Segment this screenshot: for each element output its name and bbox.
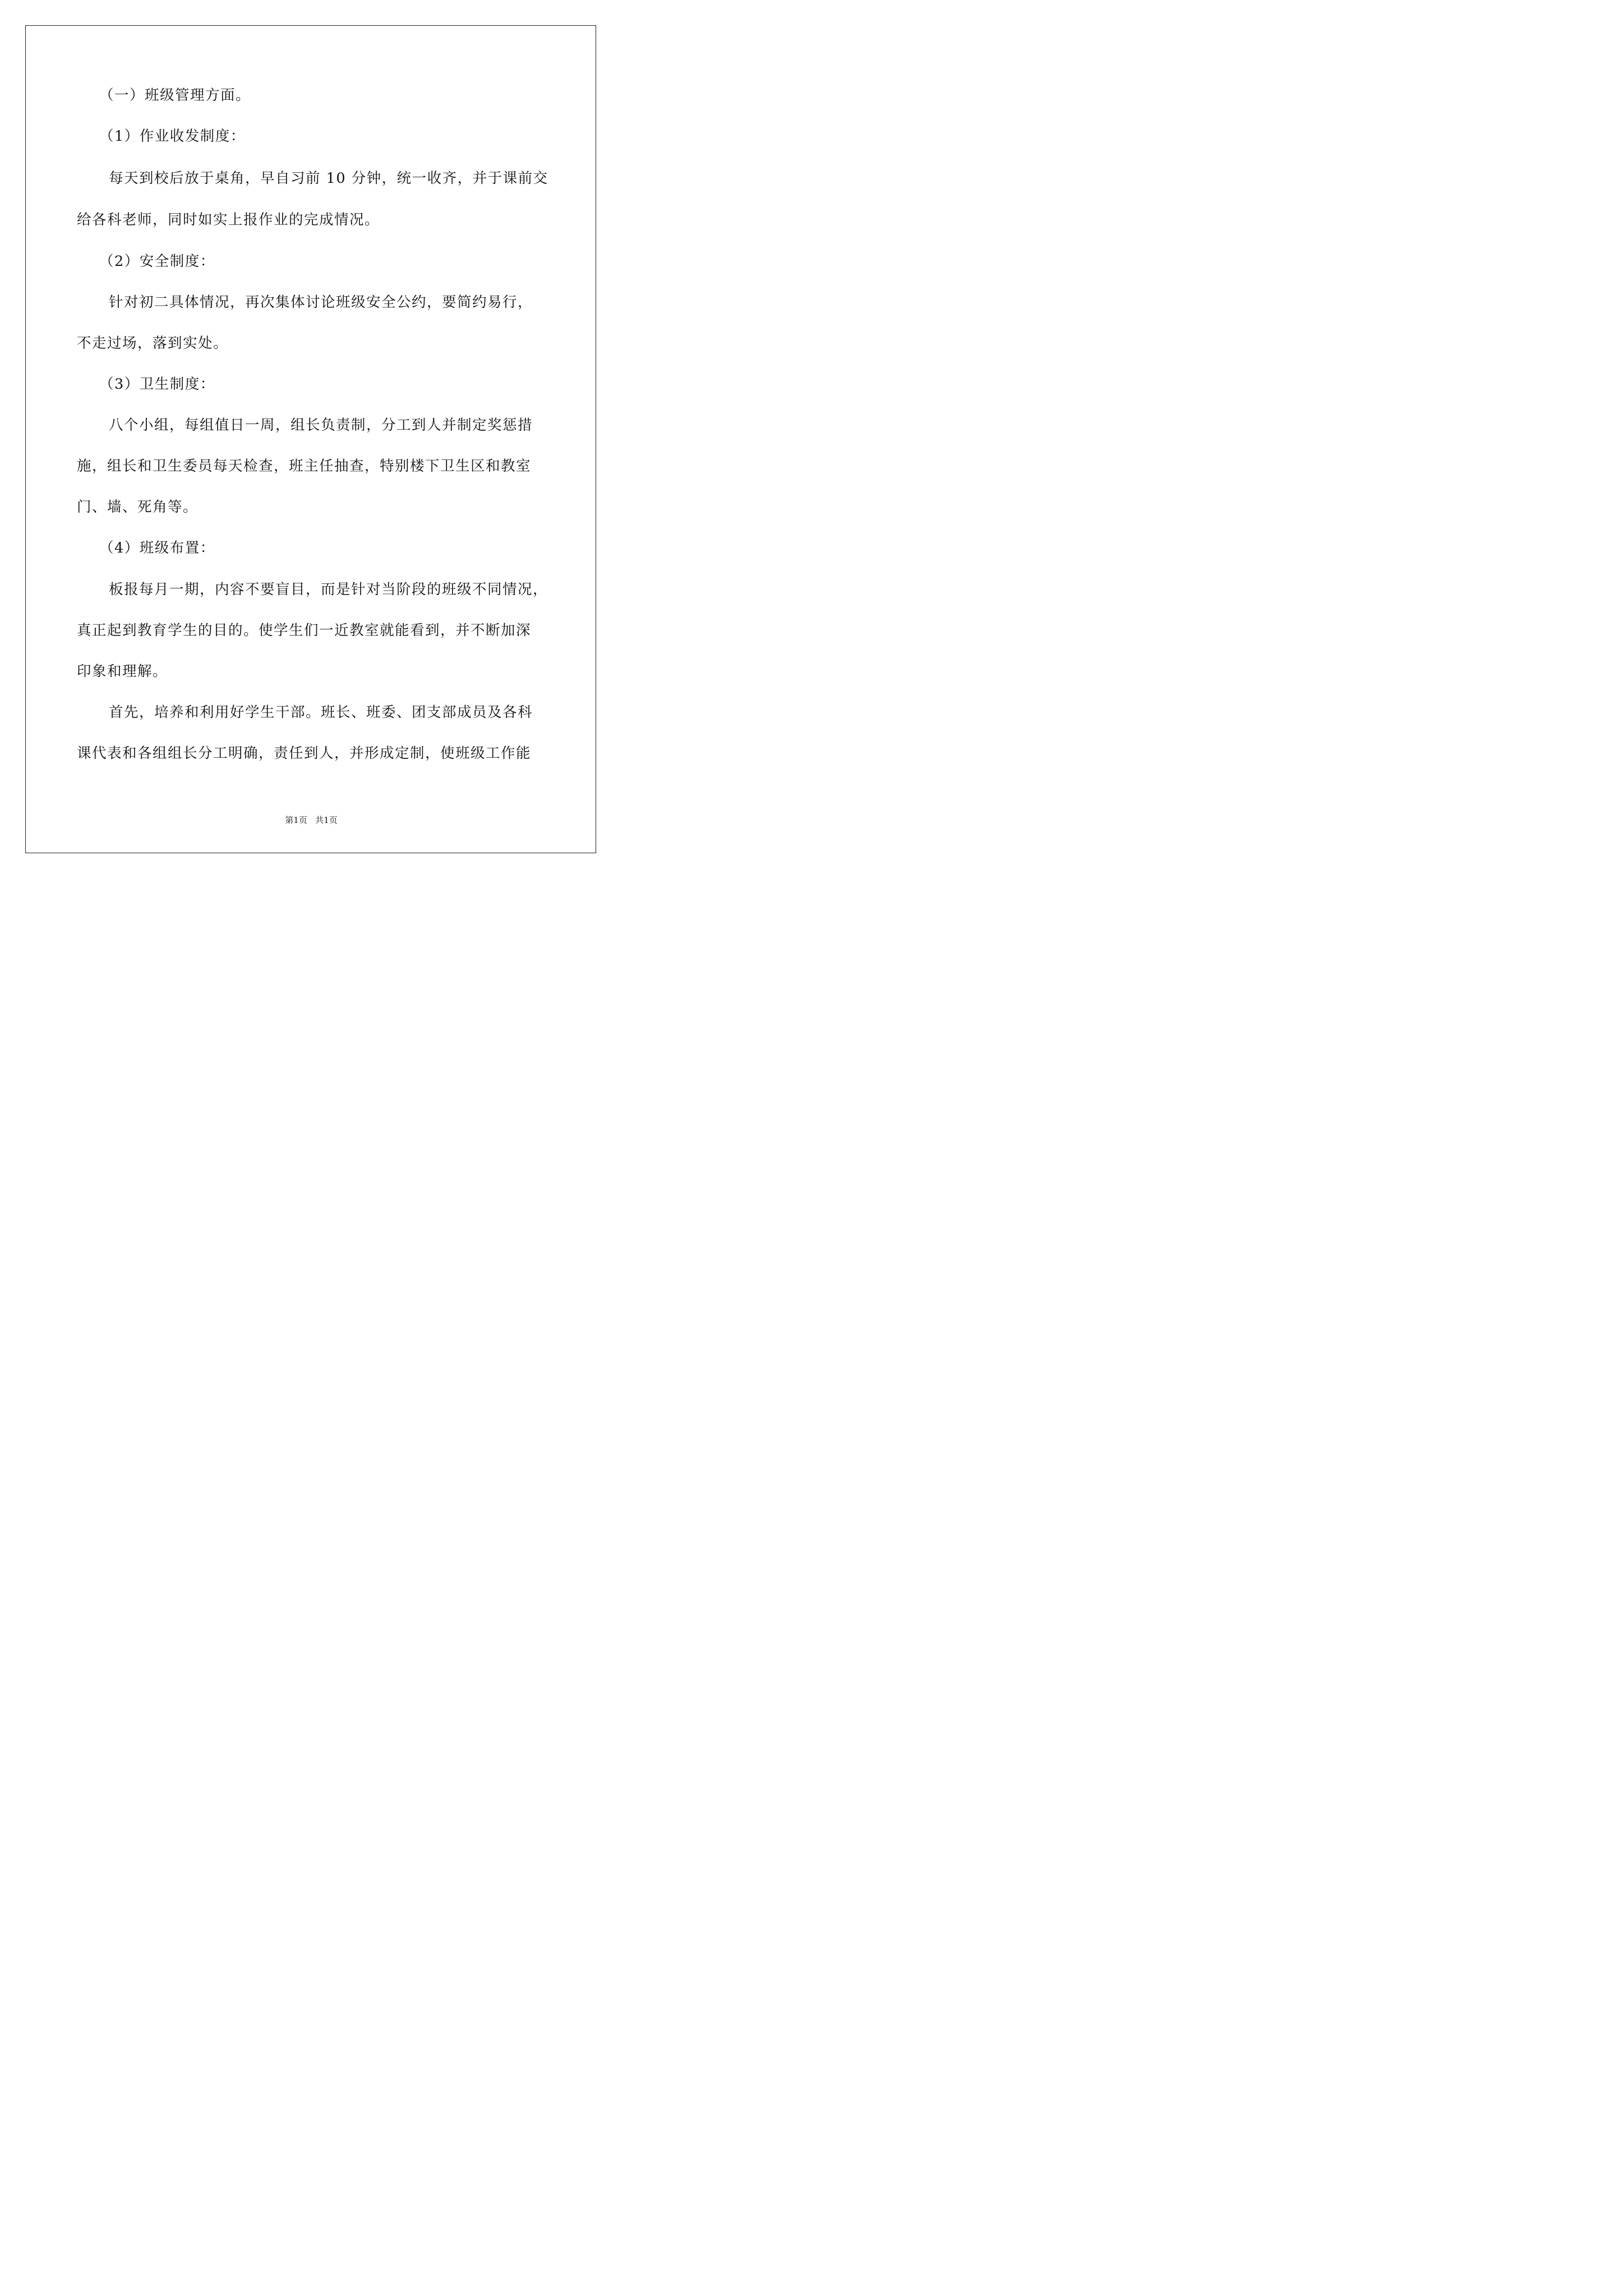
page-border bbox=[25, 25, 596, 853]
paragraph-line: 板报每月一期，内容不要盲目，而是针对当阶段的班级不同情况， bbox=[109, 581, 548, 598]
subsection-heading: （1）作业收发制度： bbox=[99, 128, 246, 145]
paragraph-line: 真正起到教育学生的目的。使学生们一近教室就能看到，并不断加深 bbox=[77, 622, 532, 639]
paragraph-line: 不走过场，落到实处。 bbox=[77, 335, 229, 352]
paragraph-line: 首先，培养和利用好学生干部。班长、班委、团支部成员及各科 bbox=[109, 704, 533, 721]
page-footer: 第1页 共1页 bbox=[285, 815, 338, 825]
paragraph-line: 课代表和各组组长分工明确，责任到人，并形成定制，使班级工作能 bbox=[77, 745, 532, 762]
subsection-heading: （4）班级布置： bbox=[99, 540, 215, 556]
paragraph-line: 八个小组，每组值日一周，组长负责制，分工到人并制定奖惩措 bbox=[109, 417, 533, 434]
paragraph-line: 施，组长和卫生委员每天检查，班主任抽查，特别楼下卫生区和教室 bbox=[77, 458, 532, 475]
subsection-heading: （2）安全制度： bbox=[99, 253, 215, 270]
subsection-heading: （3）卫生制度： bbox=[99, 376, 215, 393]
paragraph-line: 门、墙、死角等。 bbox=[77, 499, 199, 516]
paragraph-line: 针对初二具体情况，再次集体讨论班级安全公约，要简约易行， bbox=[109, 294, 533, 311]
paragraph-line: 给各科老师，同时如实上报作业的完成情况。 bbox=[77, 211, 380, 228]
paragraph-line: 印象和理解。 bbox=[77, 663, 168, 680]
paragraph-line: 每天到校后放于桌角，早自习前 10 分钟，统一收齐，并于课前交 bbox=[109, 170, 548, 187]
section-heading: （一）班级管理方面。 bbox=[99, 87, 251, 104]
